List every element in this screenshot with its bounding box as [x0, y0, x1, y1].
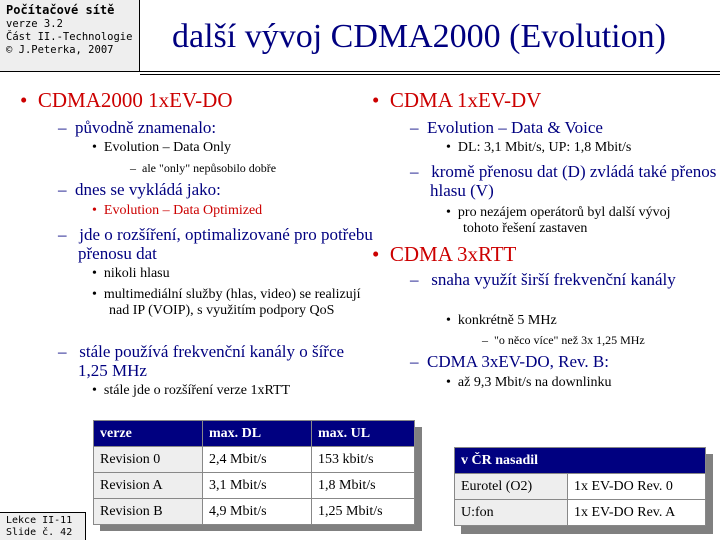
left-sub-3b-text: multimediální služby (hlas, video) se realizují nad IP (VOIP), s využitím podpory QoS — [103, 287, 361, 318]
table-header-cell: max. DL — [203, 421, 312, 447]
course-part: Část II.-Technologie — [6, 31, 133, 43]
left-sub-4a: • stále jde o rozšíření verze 1xRTT — [92, 383, 291, 398]
right-bullet-2: • CDMA 3xRTT — [372, 242, 517, 266]
left-sub-3b: • multimediální služby (hlas, video) se realizují nad IP (VOIP), s využitím podpory QoS — [92, 287, 361, 318]
left-sub-1a-i-text: ale "only" nepůsobilo dobře — [142, 161, 277, 175]
left-sub-3a-text: nikoli hlasu — [103, 266, 170, 281]
right-sub-2-text: kromě přenosu dat (D) zvládá také přenos hlasu (V) — [430, 162, 717, 200]
table-row — [455, 474, 706, 500]
table-cell: Revision A — [94, 473, 203, 499]
left-sub-1: – původně znamenalo: — [58, 118, 217, 137]
table-cell: Revision 0 — [94, 447, 203, 473]
table-cell: 3,1 Mbit/s — [203, 473, 312, 499]
right-sub-4-text: CDMA 3xEV-DO, Rev. B: — [427, 352, 609, 371]
left-bullet-1: • CDMA2000 1xEV-DO — [20, 88, 233, 112]
slide-footer — [0, 512, 86, 540]
left-sub-4: – stále používá frekvenční kanály o šířce 1,25 MHz — [58, 342, 345, 380]
left-sub-1a-i: – ale "only" nepůsobilo dobře — [130, 161, 277, 175]
left-sub-1a: • Evolution – Data Only — [92, 140, 232, 155]
right-sub-4: – CDMA 3xEV-DO, Rev. B: — [410, 352, 609, 371]
right-sub-1a-text: DL: 3,1 Mbit/s, UP: 1,8 Mbit/s — [457, 140, 632, 155]
left-sub-3a: • nikoli hlasu — [92, 266, 170, 281]
right-sub-3a-i-text: "o něco více" než 3x 1,25 MHz — [494, 333, 645, 347]
table-cell: 4,9 Mbit/s — [203, 499, 312, 525]
table-cell: Eurotel (O2) — [455, 474, 568, 500]
right-sub-4a-text: až 9,3 Mbit/s na downlinku — [457, 375, 612, 390]
left-sub-4a-text: stále jde o rozšíření verze 1xRTT — [103, 383, 291, 398]
left-bullet-1-text: CDMA2000 1xEV-DO — [37, 88, 233, 112]
speeds-table — [93, 420, 415, 525]
right-sub-2: – kromě přenosu dat (D) zvládá také přenos hlasu (V) — [410, 162, 717, 200]
left-sub-2: – dnes se vykládá jako: — [58, 180, 221, 199]
table-header-cell: max. UL — [312, 421, 415, 447]
left-sub-3: – jde o rozšíření, optimalizované pro potřebu přenosu dat — [58, 225, 373, 263]
title-divider-2 — [140, 74, 720, 75]
course-copyright: © J.Peterka, 2007 — [6, 44, 114, 56]
table-cell: 153 kbit/s — [312, 447, 415, 473]
right-bullet-1: • CDMA 1xEV-DV — [372, 88, 542, 112]
table-cell: 2,4 Mbit/s — [203, 447, 312, 473]
left-sub-1a-text: Evolution – Data Only — [103, 140, 232, 155]
right-sub-1: – Evolution – Data & Voice — [410, 118, 603, 137]
right-sub-3: – snaha využít širší frekvenční kanály — [410, 270, 676, 289]
cz-operators-table — [454, 447, 706, 526]
right-sub-2a-text: pro nezájem operátorů byl další vývoj tohoto řešení zastaven — [457, 205, 671, 236]
left-sub-1-text: původně znamenalo: — [75, 118, 217, 137]
table-row — [94, 499, 415, 525]
right-sub-4a: • až 9,3 Mbit/s na downlinku — [446, 375, 612, 390]
table-cell: 1,8 Mbit/s — [312, 473, 415, 499]
table-header-row — [94, 421, 415, 447]
cz-table-header-row — [455, 448, 706, 474]
left-sub-2a-text: Evolution – Data Optimized — [103, 203, 263, 218]
left-sub-4-text: stále používá frekvenční kanály o šířce 1,25 MHz — [78, 342, 345, 380]
table-cell: 1,25 Mbit/s — [312, 499, 415, 525]
title-divider — [140, 71, 720, 72]
table-row — [94, 473, 415, 499]
left-sub-2-text: dnes se vykládá jako: — [75, 180, 221, 199]
table-cell: 1x EV-DO Rev. 0 — [568, 474, 706, 500]
table-header-cell: verze — [94, 421, 203, 447]
course-info-box — [0, 0, 140, 72]
right-sub-2a: • pro nezájem operátorů byl další vývoj tohoto řešení zastaven — [446, 205, 671, 236]
right-sub-3a: • konkrétně 5 MHz — [446, 313, 557, 328]
cz-table-header: v ČR nasadil — [455, 448, 706, 474]
table-cell: 1x EV-DO Rev. A — [568, 500, 706, 526]
right-sub-3a-text: konkrétně 5 MHz — [457, 313, 557, 328]
slide-title: další vývoj CDMA2000 (Evolution) — [172, 18, 666, 55]
right-bullet-1-text: CDMA 1xEV-DV — [389, 88, 542, 112]
course-title: Počítačové sítě — [6, 3, 115, 17]
right-bullet-2-text: CDMA 3xRTT — [389, 242, 517, 266]
lecture-number: Lekce II-11 — [6, 515, 73, 526]
table-cell: Revision B — [94, 499, 203, 525]
table-row — [455, 500, 706, 526]
right-sub-3a-i: – "o něco více" než 3x 1,25 MHz — [482, 333, 645, 347]
right-sub-3-text: snaha využít širší frekvenční kanály — [431, 270, 676, 289]
course-version: verze 3.2 — [6, 18, 63, 30]
table-row — [94, 447, 415, 473]
left-sub-3-text: jde o rozšíření, optimalizované pro potřebu přenosu dat — [78, 225, 373, 263]
left-sub-2a: • Evolution – Data Optimized — [92, 203, 263, 218]
table-cell: U:fon — [455, 500, 568, 526]
slide-number: Slide č. 42 — [6, 527, 73, 538]
right-sub-1a: • DL: 3,1 Mbit/s, UP: 1,8 Mbit/s — [446, 140, 632, 155]
right-sub-1-text: Evolution – Data & Voice — [427, 118, 603, 137]
